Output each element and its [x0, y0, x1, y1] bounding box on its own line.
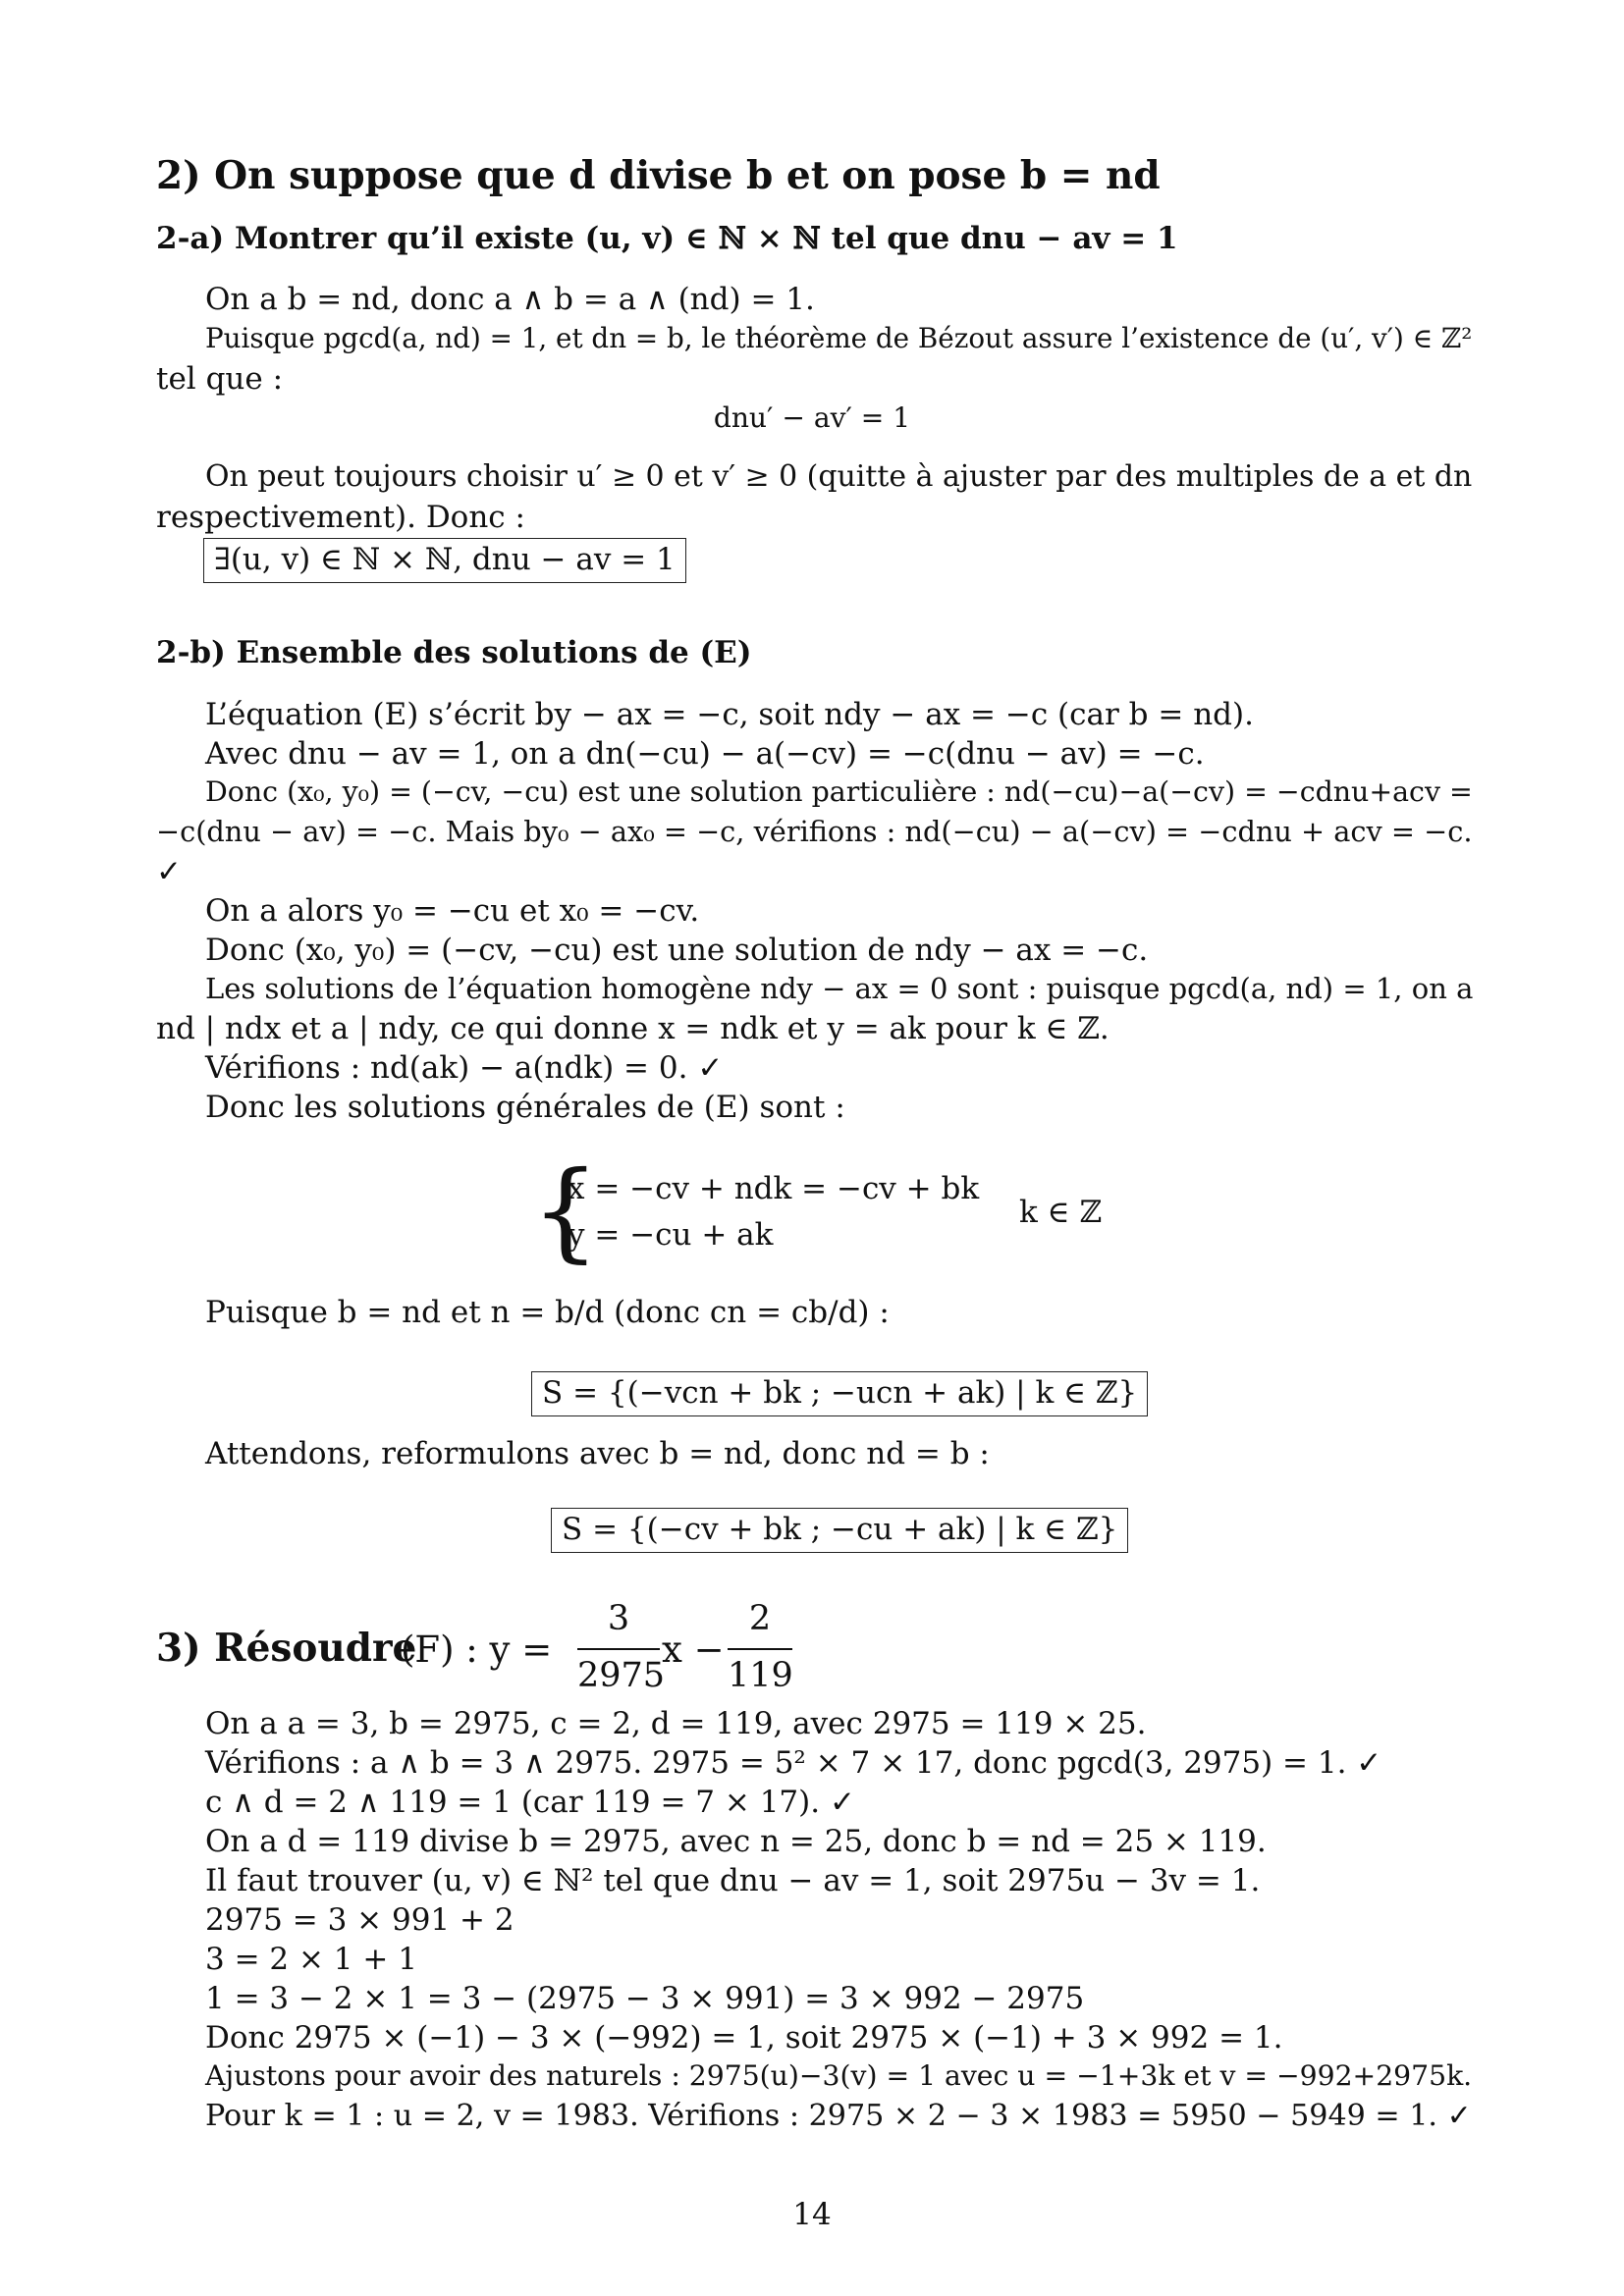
section-3-equation-mid: x − — [662, 1629, 725, 1671]
fraction-1-bar — [577, 1648, 660, 1650]
left-brace: { — [531, 1148, 600, 1273]
boxed-solution-set-1: S = {(−vcn + bk ; −ucn + ak) | k ∈ ℤ} — [531, 1371, 1148, 1416]
paragraph-line: Vérifions : a ∧ b = 3 ∧ 2975. 2975 = 5² × 7 × 17, donc pgcd(3, 2975) = 1. ✓ — [205, 1745, 1382, 1781]
paragraph-line: tel que : — [156, 361, 284, 397]
paragraph-line: On a d = 119 divise b = 2975, avec n = 25, donc b = nd = 25 × 119. — [205, 1824, 1267, 1859]
paragraph-line: c ∧ d = 2 ∧ 119 = 1 (car 119 = 7 × 17). ✓ — [205, 1785, 855, 1820]
paragraph-line: Avec dnu − av = 1, on a dn(−cu) − a(−cv) = −c(dnu − av) = −c. — [205, 736, 1205, 772]
paragraph-line: On a alors y₀ = −cu et x₀ = −cv. — [205, 893, 700, 929]
paragraph-line: Ajustons pour avoir des naturels : 2975(u)−3(v) = 1 avec u = −1+3k et v = −992+2975k. — [205, 2059, 1473, 2092]
paragraph-line: L’équation (E) s’écrit by − ax = −c, soit ndy − ax = −c (car b = nd). — [205, 697, 1254, 732]
paragraph-line: Attendons, reformulons avec b = nd, donc nd = b : — [205, 1436, 990, 1471]
display-equation: dnu′ − av′ = 1 — [713, 401, 911, 434]
paragraph-line: On a a = 3, b = 2975, c = 2, d = 119, avec 2975 = 119 × 25. — [205, 1706, 1147, 1741]
paragraph-line: 2975 = 3 × 991 + 2 — [205, 1902, 514, 1938]
section-3-heading: 3) Résoudre — [156, 1626, 417, 1671]
fraction-2-denominator: 119 — [728, 1656, 793, 1695]
boxed-result: ∃(u, v) ∈ ℕ × ℕ, dnu − av = 1 — [203, 538, 686, 583]
system-condition: k ∈ ℤ — [1019, 1195, 1103, 1230]
paragraph-line: −c(dnu − av) = −c. Mais by₀ − ax₀ = −c, vérifions : nd(−cu) − a(−cv) = −cdnu + acv = −c. — [156, 815, 1473, 848]
paragraph-line: Vérifions : nd(ak) − a(ndk) = 0. ✓ — [205, 1050, 724, 1086]
section-2-heading: 2) On suppose que d divise b et on pose b = nd — [156, 153, 1161, 198]
fraction-2-bar — [728, 1648, 792, 1650]
fraction-1-numerator: 3 — [607, 1599, 630, 1638]
system-row-2: y = −cu + ak — [568, 1217, 774, 1253]
paragraph-line: 3 = 2 × 1 + 1 — [205, 1942, 417, 1977]
section-3-equation-lhs: (F) : y = — [401, 1629, 553, 1671]
paragraph-line: Les solutions de l’équation homogène ndy − ax = 0 sont : puisque pgcd(a, nd) = 1, on a — [205, 972, 1474, 1005]
paragraph-line: respectivement). Donc : — [156, 500, 525, 535]
paragraph-line: Il faut trouver (u, v) ∈ ℕ² tel que dnu − av = 1, soit 2975u − 3v = 1. — [205, 1863, 1261, 1898]
check-mark: ✓ — [156, 854, 182, 889]
paragraph-line: Donc (x₀, y₀) = (−cv, −cu) est une solution particulière : nd(−cu)−a(−cv) = −cdnu+acv = — [205, 775, 1473, 808]
paragraph-line: On peut toujours choisir u′ ≥ 0 et v′ ≥ 0 (quitte à ajuster par des multiples de a et dn — [205, 459, 1473, 494]
paragraph-line: Donc 2975 × (−1) − 3 × (−992) = 1, soit 2975 × (−1) + 3 × 992 = 1. — [205, 2020, 1283, 2056]
paragraph-line: nd | ndx et a | ndy, ce qui donne x = ndk et y = ak pour k ∈ ℤ. — [156, 1011, 1110, 1046]
paragraph-line: Donc les solutions générales de (E) sont : — [205, 1090, 845, 1125]
paragraph-line: 1 = 3 − 2 × 1 = 3 − (2975 − 3 × 991) = 3 × 992 − 2975 — [205, 1981, 1085, 2016]
paragraph-line: Pour k = 1 : u = 2, v = 1983. Vérifions : 2975 × 2 − 3 × 1983 = 5950 − 5949 = 1. ✓ — [205, 2099, 1472, 2133]
section-2b-heading: 2-b) Ensemble des solutions de (E) — [156, 635, 752, 670]
fraction-1-denominator: 2975 — [577, 1656, 666, 1695]
paragraph-line: On a b = nd, donc a ∧ b = a ∧ (nd) = 1. — [205, 282, 815, 317]
boxed-solution-set-2: S = {(−cv + bk ; −cu + ak) | k ∈ ℤ} — [551, 1508, 1128, 1553]
paragraph-line: Donc (x₀, y₀) = (−cv, −cu) est une solution de ndy − ax = −c. — [205, 933, 1149, 968]
system-row-1: x = −cv + ndk = −cv + bk — [568, 1171, 980, 1206]
paragraph-line: Puisque pgcd(a, nd) = 1, et dn = b, le théorème de Bézout assure l’existence de (u′, v′) ∈ ℤ² — [205, 322, 1473, 354]
paragraph-line: Puisque b = nd et n = b/d (donc cn = cb/d) : — [205, 1295, 890, 1330]
page-number: 14 — [792, 2197, 832, 2232]
section-2a-heading: 2-a) Montrer qu’il existe (u, v) ∈ ℕ × ℕ tel que dnu − av = 1 — [156, 221, 1178, 256]
fraction-2-numerator: 2 — [748, 1599, 772, 1638]
